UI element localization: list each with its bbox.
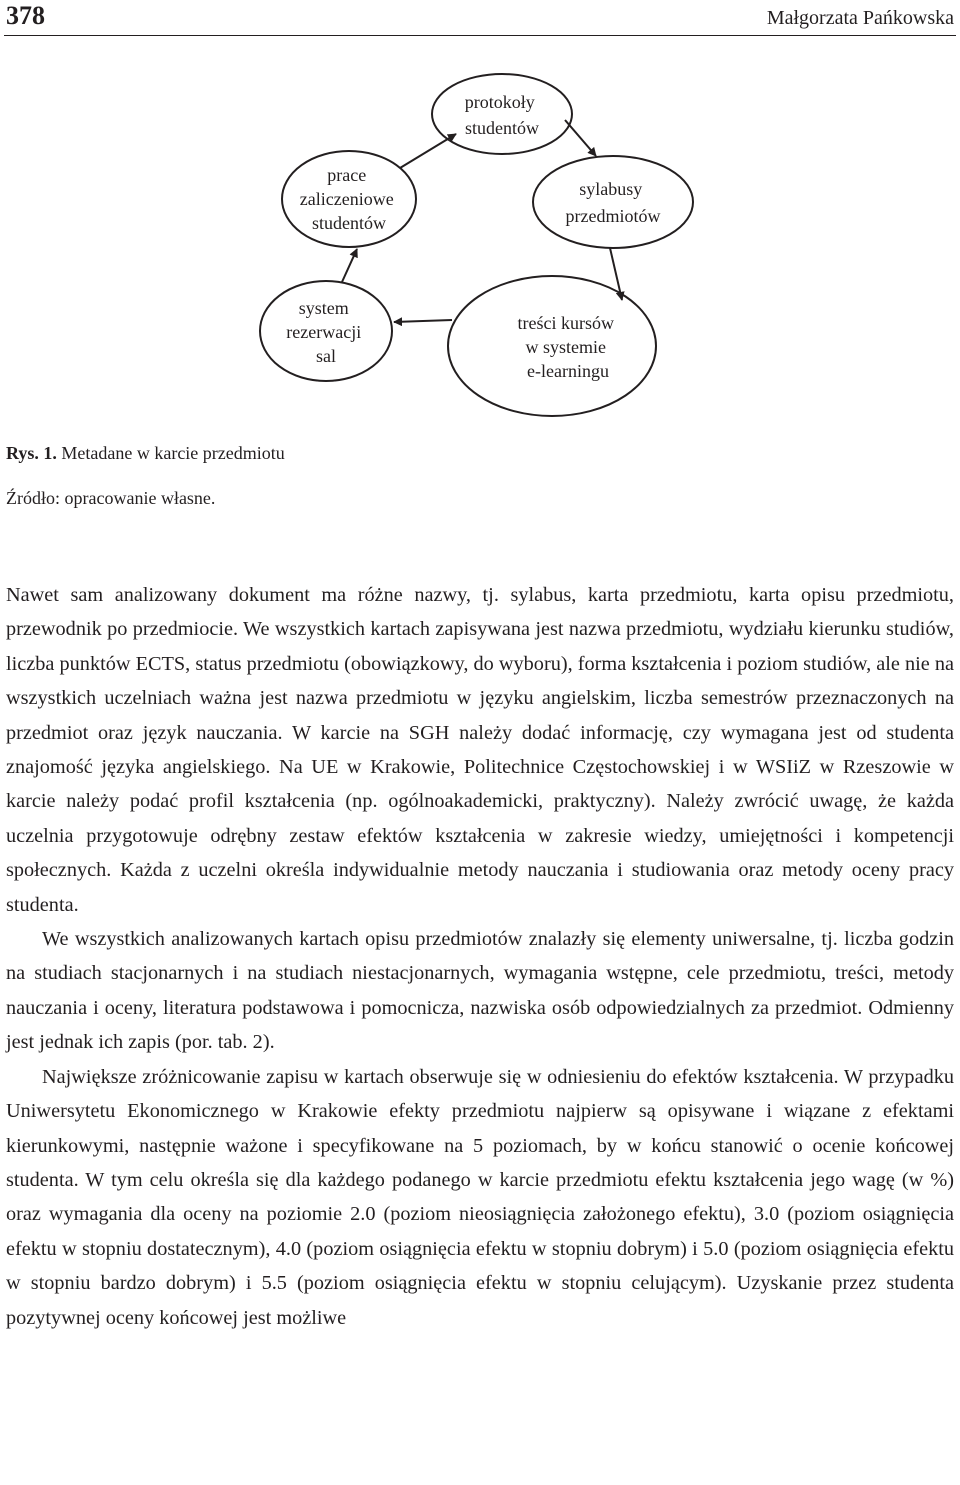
node-system-label: system rezerwacji sal: [286, 298, 362, 366]
figure-title: Metadane w karcie przedmiotu: [61, 443, 285, 463]
node-tresci-label: treści kursów w systemie e-learningu: [517, 313, 614, 381]
node-sylabusy-ellipse: [533, 156, 693, 248]
node-protokoly-ellipse: [432, 74, 572, 154]
body-text: [6, 578, 954, 1335]
running-head-author: Małgorzata Pańkowska: [766, 7, 954, 29]
page-number: 378: [6, 1, 45, 30]
paragraph: Największe zróżnicowanie zapisu w kartach obserwuje się w odniesieniu do efektów kształcenia. W przypadku Uniwersytetu Ekonomicznego w Krakowie efekty przedmiotu najpierw są opisywane i wiązane z efektami kierunkowymi, następnie ważone i specyfikowane na 5 poziomach, by w końcu stanowić o ocenie końcowej studenta. W tym celu określa się dla każdego podanego w karcie przedmiotu efektu kształcenia jego wagę (w %) oraz wymagania dla oceny na poziomie 2.0 (poziom nieosiągnięcia założonego efektu), 3.0 (poziom osiągnięcia efektu w stopniu dostatecznym), 4.0 (poziom osiągnięcia efektu w stopniu dobrym) i 5.0 (poziom osiągnięcia efektu w stopniu bardzo dobrym) i 5.5 (poziom osiągnięcia efektu w stopniu celującym). Uzyskanie przez studenta pozytywnej oceny końcowej jest możliwe: [6, 1065, 954, 1329]
metadata-diagram: [0, 40, 960, 430]
node-sylabusy-label: sylabusy przedmiotów: [565, 179, 661, 226]
paragraph: We wszystkich analizowanych kartach opisu przedmiotów znalazły się elementy uniwersalne, tj. liczba godzin na studiach stacjonarnych i na studiach niestacjonarnych, wymagania wstępne, cele przedmiotu, treści, metody nauczania i oceny, literatura podstawowa i pomocnicza, nazwiska osób odpowiedzialnych za przedmiot. Odmienny jest jednak ich zapis (por. tab. 2).: [6, 928, 954, 1054]
node-protokoly-label: protokoły studentów: [464, 92, 539, 138]
figure-label: Rys. 1.: [6, 443, 57, 463]
arrow-tresci-to-system: [394, 320, 452, 322]
figure-source: Źródło: opracowanie własne.: [6, 488, 216, 508]
header-rule: [4, 35, 956, 36]
figure-caption: [6, 440, 285, 466]
page-header: [0, 0, 960, 36]
arrow-protokoly-to-sylabusy: [565, 120, 596, 156]
paragraph: Nawet sam analizowany dokument ma różne nazwy, tj. sylabus, karta przedmiotu, karta opisu przedmiotu, przewodnik po przedmiocie. We wszystkich kartach zapisywana jest nazwa przedmiotu, wydziału kierunku studiów, liczba punktów ECTS, status przedmiotu (obowiązkowy, do wyboru), forma kształcenia i poziom studiów, ale nie na wszystkich uczelniach ważna jest nazwa przedmiotu w języku angielskim, liczba semestrów przeznaczonych na przedmiot oraz język nauczania. W karcie na SGH należy dodać informację, czy wymagana jest od studenta znajomość języka angielskiego. Na UE w Krakowie, Politechnice Częstochowskiej i w WSIiZ w Rzeszowie w karcie należy podać profil kształcenia (np. ogólnoakademicki, praktyczny). Należy zwrócić uwagę, że każda uczelnia przygotowuje odrębny zestaw efektów kształcenia w zakresie wiedzy, umiejętności i kompetencji społecznych. Każda z uczelni określa indywidualnie metody nauczania i studiowania oraz metody oceny pracy studenta.: [6, 584, 954, 916]
arrow-prace-to-protokoly: [400, 134, 456, 168]
node-prace-label: prace zaliczeniowe studentów: [299, 165, 394, 233]
arrow-system-to-prace: [342, 249, 357, 282]
